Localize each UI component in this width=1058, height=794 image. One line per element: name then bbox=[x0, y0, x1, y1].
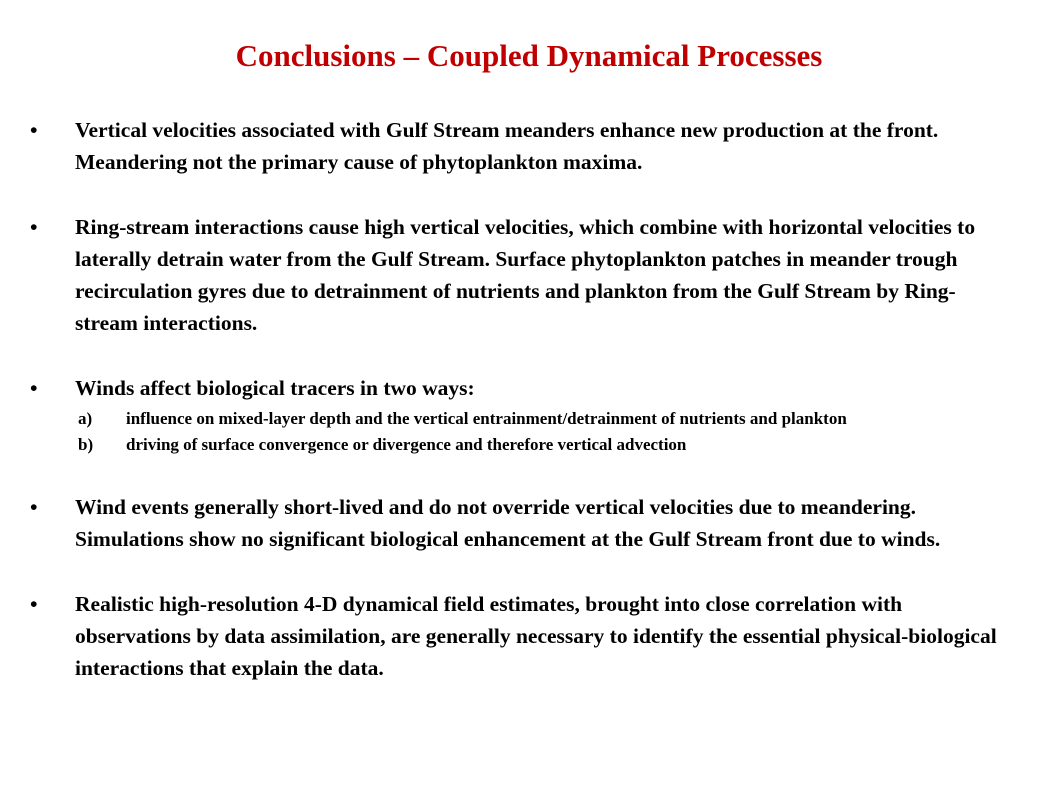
sub-item-text: driving of surface convergence or divergence and therefore vertical advection bbox=[126, 435, 687, 454]
bullet-item bbox=[0, 588, 1010, 684]
bullet-marker: • bbox=[30, 592, 38, 616]
bullet-marker: • bbox=[30, 495, 38, 519]
slide-title: Conclusions – Coupled Dynamical Processes bbox=[235, 38, 823, 73]
bullet-text: Winds affect biological tracers in two ways: bbox=[75, 376, 475, 400]
bullet-marker: • bbox=[30, 118, 38, 142]
bullet-item bbox=[0, 211, 1010, 339]
bullet-item bbox=[0, 491, 1010, 555]
bullet-list bbox=[0, 114, 1058, 717]
sub-item-marker: b) bbox=[78, 435, 94, 454]
bullet-text: Vertical velocities associated with Gulf Stream meanders enhance new production at the front. Meandering not the primary cause of phytoplankton maxima. bbox=[75, 118, 939, 174]
sub-list bbox=[75, 406, 1010, 458]
bullet-item bbox=[0, 372, 1010, 458]
sub-item-marker: a) bbox=[78, 409, 93, 428]
bullet-item bbox=[0, 114, 1010, 178]
sub-list-item bbox=[73, 432, 1056, 458]
sub-list-item bbox=[73, 406, 1056, 432]
bullet-marker: • bbox=[30, 215, 38, 239]
bullet-marker: • bbox=[30, 376, 38, 400]
bullet-text: Ring-stream interactions cause high vertical velocities, which combine with horizontal velocities to laterally detrain water from the Gulf Stream. Surface phytoplankton patches in meander trough recirculation gyres due to detrainment of nutrients and plankton from the Gulf Stream by Ring-stream interactions. bbox=[75, 215, 976, 335]
bullet-text: Realistic high-resolution 4-D dynamical field estimates, brought into close correlation with observations by data assimilation, are generally necessary to identify the essential physical-biological interactions that explain the data. bbox=[75, 592, 997, 680]
bullet-text: Wind events generally short-lived and do not override vertical velocities due to meandering. Simulations show no significant biological enhancement at the Gulf Stream front due to winds. bbox=[75, 495, 941, 551]
sub-item-text: influence on mixed-layer depth and the vertical entrainment/detrainment of nutrients and plankton bbox=[126, 409, 847, 428]
